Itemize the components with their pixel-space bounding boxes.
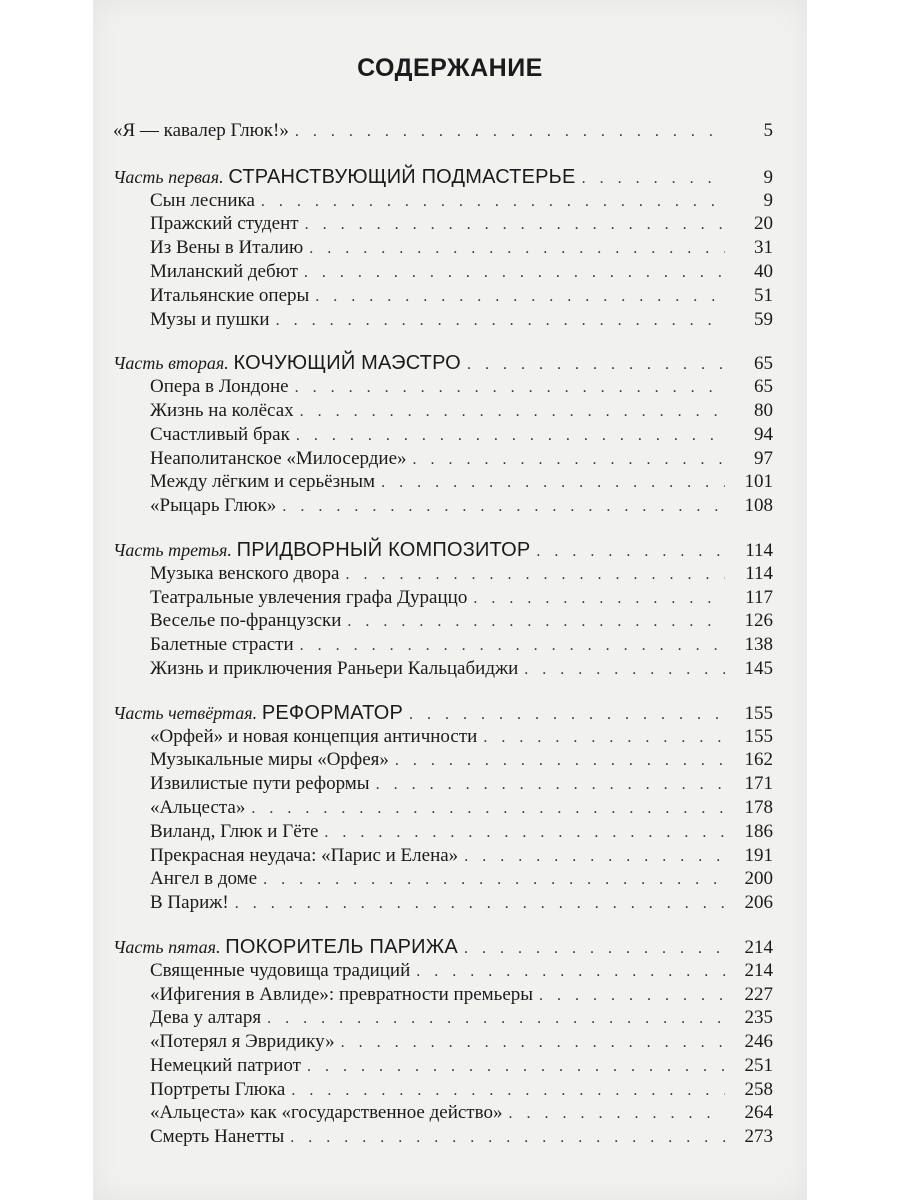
leader-dots (381, 474, 725, 492)
leader-dots (536, 543, 725, 561)
part-title: ПОКОРИТЕЛЬ ПАРИЖА (225, 935, 458, 958)
toc-entry-title: Музыкальные миры «Орфея» (150, 749, 389, 771)
toc-entry-title: Ангел в доме (150, 868, 258, 890)
toc-entry-page: 246 (744, 1031, 773, 1053)
part-heading (113, 702, 403, 725)
toc-entry-title: Прекрасная неудача: «Парис и Елена» (150, 844, 459, 866)
toc-entry-page: 114 (745, 539, 773, 561)
toc-entry-page: 80 (754, 399, 773, 421)
leader-dots (251, 800, 725, 818)
part-label: Часть четвёртая. (113, 702, 258, 723)
leader-dots (508, 1105, 725, 1123)
toc-entry-page: 51 (754, 284, 773, 306)
toc-entry-title: «Альцеста» как «государственное действо» (150, 1102, 503, 1124)
leader-dots (524, 661, 725, 679)
part-title: РЕФОРМАТОР (261, 701, 404, 724)
toc-chapter-entry (113, 448, 773, 472)
toc-entry-page: 214 (744, 959, 773, 981)
leader-dots (290, 1129, 725, 1147)
leader-dots (582, 170, 725, 188)
part-heading (113, 936, 458, 959)
toc-entry-page: 171 (744, 773, 773, 795)
toc-entry-page: 94 (754, 423, 773, 445)
toc-chapter-entry (113, 658, 773, 682)
toc-entry-page: 138 (744, 634, 773, 656)
toc-entry-title: Дева у алтаря (150, 1007, 262, 1029)
toc-entry-title: Немецкий патриот (150, 1054, 301, 1076)
leader-dots (413, 451, 725, 469)
toc-chapter-entry (113, 376, 773, 400)
toc-entry-title: «Рыцарь Глюк» (150, 495, 277, 517)
toc-entry-title: Пражский студент (150, 213, 299, 235)
leader-dots (324, 824, 725, 842)
toc-entry-title: Балетные страсти (150, 634, 294, 656)
toc-chapter-entry (113, 984, 773, 1008)
toc-entry-title: Театральные увлечения графа Дураццо (150, 586, 468, 608)
toc-entry-title: Миланский дебют (150, 260, 298, 282)
toc-entry-page: 273 (744, 1126, 773, 1148)
toc-chapter-entry (113, 1055, 773, 1079)
toc-part-entry (113, 702, 773, 726)
toc-entry-title: Музыка венского двора (150, 562, 340, 584)
toc-chapter-entry (113, 773, 773, 797)
toc-entry-page: 117 (745, 586, 773, 608)
toc-chapter-entry (113, 261, 773, 285)
toc-entry-title: Музы и пушки (150, 308, 270, 330)
leader-dots (295, 379, 725, 397)
leader-dots (267, 1010, 725, 1028)
leader-dots (464, 848, 725, 866)
toc-chapter-entry (113, 400, 773, 424)
toc-entry-page: 227 (744, 983, 773, 1005)
toc-entry-page: 162 (744, 749, 773, 771)
leader-dots (467, 356, 725, 374)
toc-entry-title: Сын лесника (150, 189, 255, 211)
toc-entry-title: «Ифигения в Авлиде»: превратности премьеры (150, 983, 534, 1005)
toc-chapter-entry (113, 821, 773, 845)
toc-entry-title: Жизнь на колёсах (150, 399, 294, 421)
toc-entry-title: «Альцеста» (150, 796, 246, 818)
toc-entry-page: 200 (744, 868, 773, 890)
toc-entry-page: 178 (744, 796, 773, 818)
toc-intro-entry (113, 120, 773, 144)
toc-entry-page: 108 (744, 495, 773, 517)
part-heading (113, 352, 461, 375)
toc-chapter-entry (113, 190, 773, 214)
part-label: Часть первая. (113, 166, 224, 187)
leader-dots (307, 1058, 725, 1076)
toc-chapter-entry (113, 1007, 773, 1031)
toc-entry-title: «Потерял я Эвридику» (150, 1031, 335, 1053)
toc-part-entry (113, 352, 773, 376)
leader-dots (291, 1082, 725, 1100)
toc-entry-page: 155 (744, 725, 773, 747)
toc-chapter-entry (113, 610, 773, 634)
toc-chapter-entry (113, 960, 773, 984)
toc-entry-title: Неаполитанское «Милосердие» (150, 447, 407, 469)
toc-chapter-entry (113, 1079, 773, 1103)
toc-entry-page: 101 (744, 471, 773, 493)
toc-entry-page: 114 (745, 562, 773, 584)
toc-entry-title: Извилистые пути реформы (150, 773, 370, 795)
toc-entry-title: «Орфей» и новая концепция античности (150, 725, 478, 747)
toc-entry-title: Портреты Глюка (150, 1078, 286, 1100)
toc-chapter-entry (113, 587, 773, 611)
toc-entry-title: Веселье по-французски (150, 610, 342, 632)
toc-entry-page: 251 (744, 1054, 773, 1076)
leader-dots (464, 940, 725, 958)
toc-chapter-entry (113, 726, 773, 750)
toc-chapter-entry (113, 495, 773, 519)
part-title: СТРАНСТВУЮЩИЙ ПОДМАСТЕРЬЕ (228, 165, 576, 188)
part-title: КОЧУЮЩИЙ МАЭСТРО (233, 352, 461, 375)
toc-entry-title: Между лёгким и серьёзным (150, 471, 376, 493)
toc-part-entry (113, 166, 773, 190)
leader-dots (473, 590, 725, 608)
toc-entry-title: Священные чудовища традиций (150, 959, 411, 981)
page-title: СОДЕРЖАНИЕ (357, 54, 543, 82)
leader-dots (315, 288, 725, 306)
toc-chapter-entry (113, 749, 773, 773)
toc-entry-title: Из Вены в Италию (150, 237, 304, 259)
toc-entry-title: «Я — кавалер Глюк!» (113, 120, 289, 141)
toc-entry-title: Счастливый брак (150, 423, 290, 445)
toc-chapter-entry (113, 309, 773, 333)
leader-dots (309, 240, 725, 258)
toc-entry-page: 145 (744, 657, 773, 679)
toc-entry-page: 40 (754, 260, 773, 282)
book-page (93, 0, 807, 1200)
leader-dots (235, 895, 725, 913)
toc-entry-page: 126 (744, 610, 773, 632)
part-label: Часть пятая. (113, 936, 221, 957)
toc-entry-page: 65 (754, 376, 773, 398)
toc-entry-title: Жизнь и приключения Раньери Кальцабиджи (150, 657, 519, 679)
toc-entry-page: 9 (763, 189, 773, 211)
toc-chapter-entry (113, 213, 773, 237)
toc-part-entry (113, 936, 773, 960)
toc-entry-page: 5 (763, 120, 773, 141)
part-label: Часть третья. (113, 539, 232, 560)
toc-entry-page: 214 (744, 936, 773, 958)
toc-entry-title: Итальянские оперы (150, 284, 310, 306)
leader-dots (261, 193, 725, 211)
leader-dots (483, 729, 725, 747)
toc-chapter-entry (113, 285, 773, 309)
leader-dots (416, 963, 725, 981)
leader-dots (341, 1034, 725, 1052)
toc-entry-title: Опера в Лондоне (150, 376, 289, 398)
toc-entry-page: 235 (744, 1007, 773, 1029)
part-title: ПРИДВОРНЫЙ КОМПОЗИТОР (236, 538, 531, 561)
leader-dots (296, 427, 725, 445)
toc-entry-page: 258 (744, 1078, 773, 1100)
toc-entry-page: 9 (763, 166, 773, 188)
part-label: Часть вторая. (113, 353, 229, 374)
toc-chapter-entry (113, 634, 773, 658)
toc-entry-page: 206 (744, 892, 773, 914)
leader-dots (304, 264, 725, 282)
toc-entry-page: 191 (744, 844, 773, 866)
leader-dots (395, 752, 725, 770)
toc-chapter-entry (113, 868, 773, 892)
toc-entry-page: 20 (754, 213, 773, 235)
toc-entry-title: Смерть Нанетты (150, 1126, 285, 1148)
leader-dots (376, 776, 725, 794)
toc-entry-page: 31 (754, 237, 773, 259)
table-of-contents (113, 120, 773, 1150)
leader-dots (282, 498, 725, 516)
toc-chapter-entry (113, 892, 773, 916)
leader-dots (263, 871, 725, 889)
leader-dots (305, 216, 725, 234)
toc-chapter-entry (113, 563, 773, 587)
toc-entry-page: 59 (754, 308, 773, 330)
leader-dots (347, 613, 725, 631)
leader-dots (539, 987, 725, 1005)
toc-chapter-entry (113, 845, 773, 869)
toc-chapter-entry (113, 237, 773, 261)
toc-chapter-entry (113, 1102, 773, 1126)
part-heading (113, 539, 530, 562)
leader-dots (300, 403, 725, 421)
toc-entry-page: 65 (754, 353, 773, 375)
part-heading (113, 166, 576, 189)
leader-dots (346, 566, 726, 584)
toc-chapter-entry (113, 1126, 773, 1150)
toc-entry-page: 264 (744, 1102, 773, 1124)
toc-entry-page: 155 (744, 702, 773, 724)
toc-entry-page: 186 (744, 820, 773, 842)
toc-part-entry (113, 539, 773, 563)
toc-entry-page: 97 (754, 447, 773, 469)
leader-dots (409, 706, 725, 724)
toc-chapter-entry (113, 1031, 773, 1055)
toc-chapter-entry (113, 424, 773, 448)
leader-dots (295, 123, 725, 141)
toc-chapter-entry (113, 471, 773, 495)
leader-dots (300, 637, 725, 655)
toc-entry-title: Виланд, Глюк и Гёте (150, 820, 319, 842)
leader-dots (276, 312, 725, 330)
toc-entry-title: В Париж! (150, 892, 229, 914)
toc-chapter-entry (113, 797, 773, 821)
